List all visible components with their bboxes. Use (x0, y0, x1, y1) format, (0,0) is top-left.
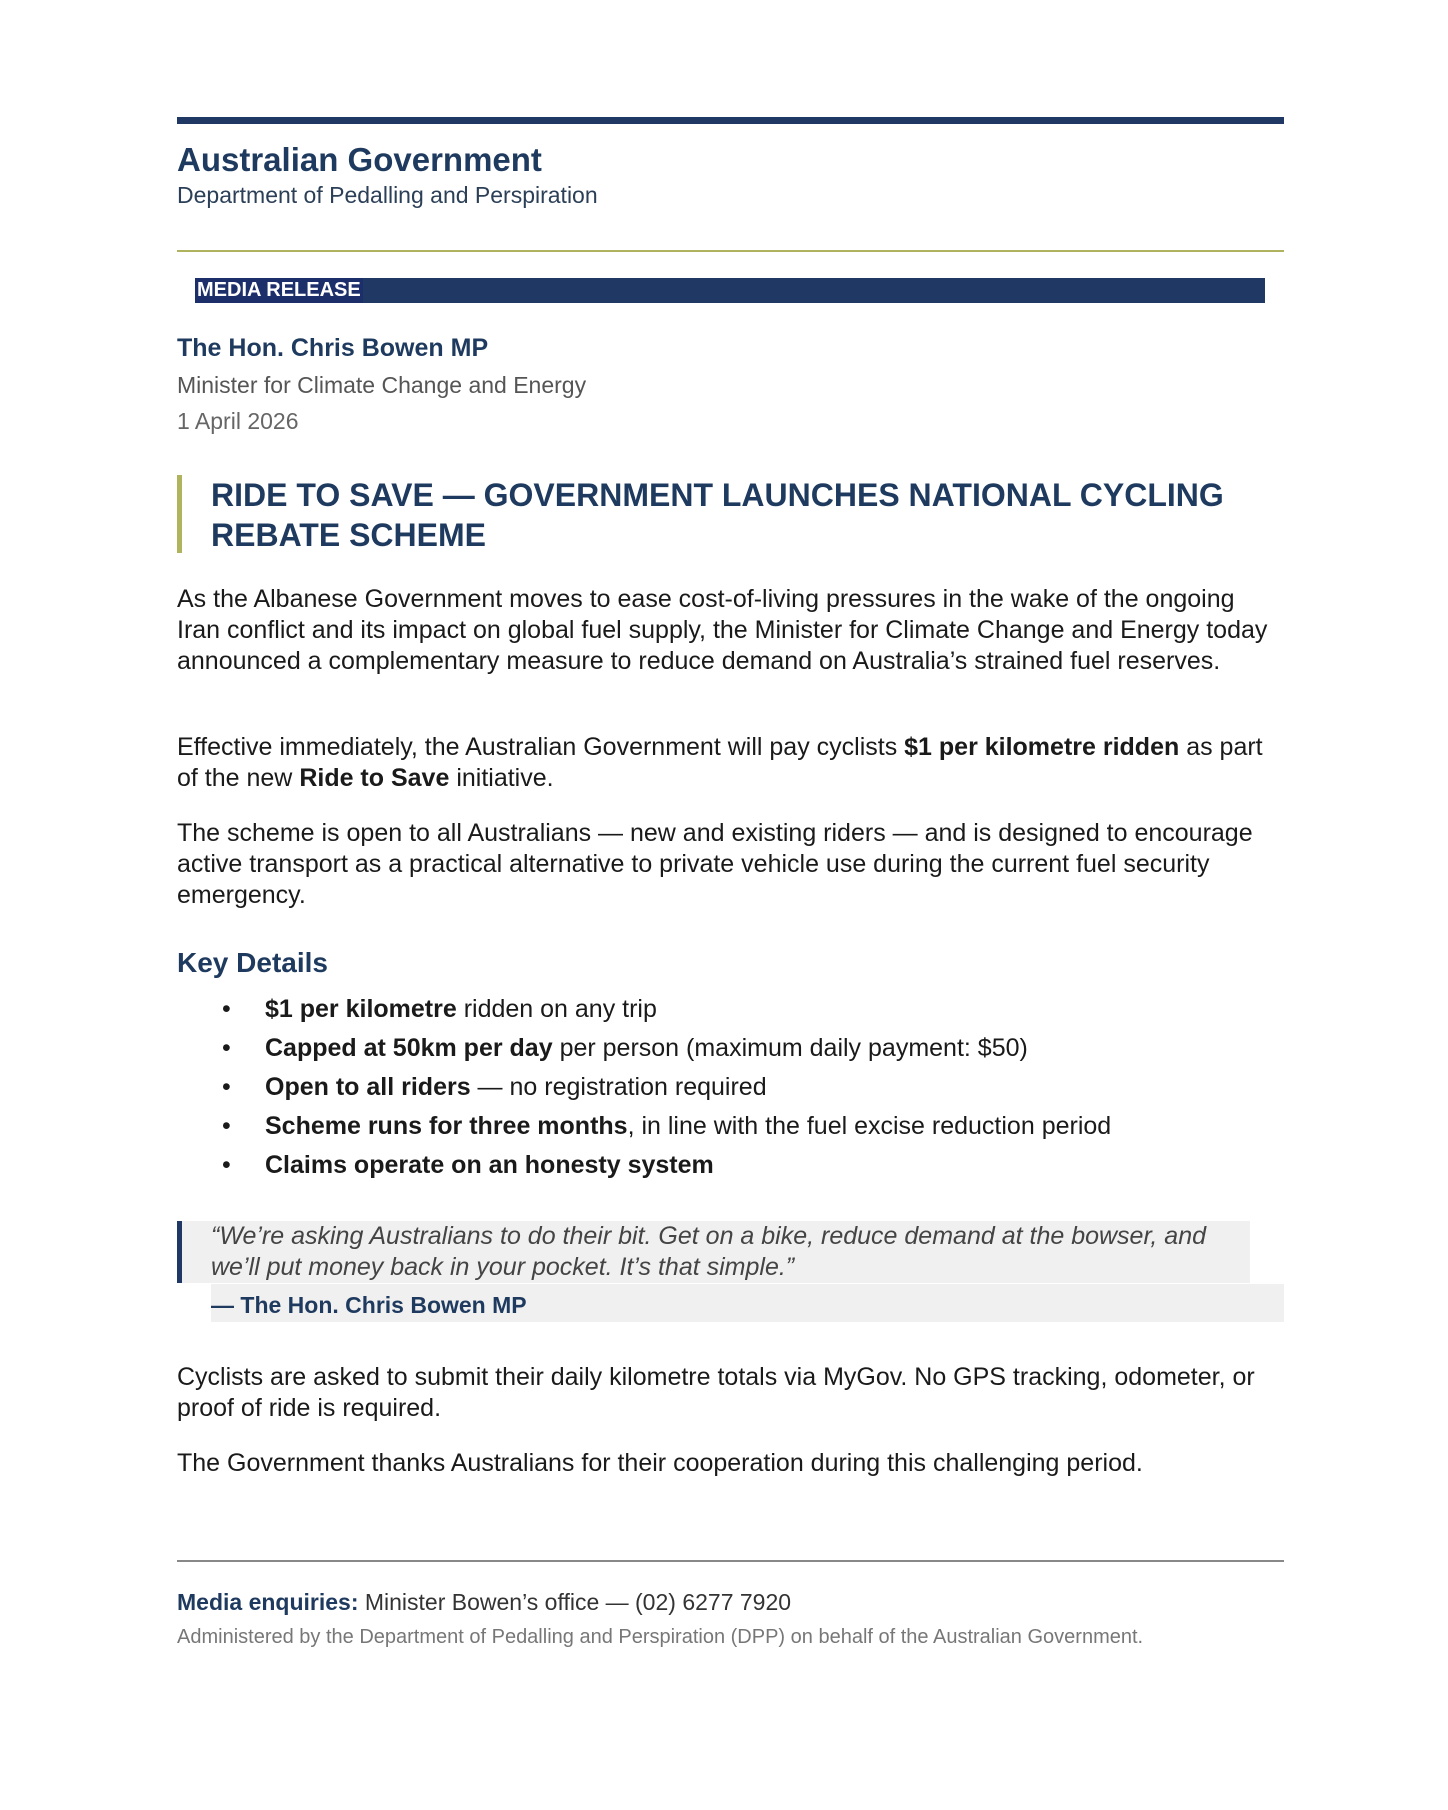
text-span: initiative. (449, 764, 554, 792)
headline-accent-bar (177, 475, 182, 553)
list-item-rest: — no registration required (470, 1073, 767, 1101)
body-paragraph-4: Cyclists are asked to submit their daily kilometre totals via MyGov. No GPS tracking, odometer, or proof of ride is required. (177, 1363, 1255, 1422)
minister-name: The Hon. Chris Bowen MP (177, 334, 489, 362)
bullet-icon: • (222, 1151, 231, 1179)
list-item-bold: Scheme runs for three months (265, 1112, 628, 1140)
body-paragraph-1: As the Albanese Government moves to ease cost-of-living pressures in the wake of the ongoing Iran conflict and its impact on global fuel supply, the Minister for Climate Change and Energy today announced a complementary measure to reduce demand on Australia’s strained fuel reserves. (177, 585, 1268, 675)
quote-accent-bar (177, 1221, 182, 1283)
minister-quote: “We’re asking Australians to do their bit. Get on a bike, reduce demand at the bowser, and we’ll put money back in your pocket. It’s that simple.” (211, 1222, 1207, 1281)
bullet-icon: • (222, 1073, 231, 1101)
header-divider (177, 250, 1284, 252)
list-item-text (265, 1110, 1111, 1142)
list-item-bold: Claims operate on an honesty system (265, 1151, 714, 1179)
top-rule (177, 117, 1284, 124)
department-name: Department of Pedalling and Perspiration (177, 182, 598, 208)
list-item-rest: , in line with the fuel excise reduction period (627, 1112, 1112, 1140)
bullet-icon: • (222, 1034, 231, 1062)
minister-title: Minister for Climate Change and Energy (177, 372, 587, 398)
org-name: Australian Government (177, 141, 542, 178)
enquiries-contact: Minister Bowen’s office — (02) 6277 7920 (358, 1589, 792, 1615)
admin-note: Administered by the Department of Pedalling and Perspiration (DPP) on behalf of the Australian Government. (177, 1626, 1144, 1648)
body-paragraph-5: The Government thanks Australians for their cooperation during this challenging period. (177, 1449, 1143, 1477)
enquiries-label: Media enquiries: (177, 1589, 359, 1615)
list-item-rest: per person (maximum daily payment: $50) (552, 1034, 1028, 1062)
list-item-bold: $1 per kilometre (265, 995, 457, 1023)
key-details-heading: Key Details (177, 947, 328, 978)
release-date: 1 April 2026 (177, 408, 299, 434)
headline: RIDE TO SAVE — GOVERNMENT LAUNCHES NATIONAL CYCLING REBATE SCHEME (211, 477, 1224, 553)
bold-rate: $1 per kilometre ridden (904, 733, 1180, 761)
bullet-icon: • (222, 1112, 231, 1140)
list-item-text (265, 1032, 1028, 1064)
list-item-bold: Open to all riders (265, 1073, 471, 1101)
media-enquiries (177, 1589, 791, 1616)
bold-initiative: Ride to Save (299, 764, 450, 792)
body-paragraph-2 (177, 732, 1284, 794)
footer-divider (177, 1560, 1284, 1562)
list-item-text (265, 993, 657, 1025)
media-release-banner (195, 278, 1265, 303)
media-release-label: MEDIA RELEASE (197, 279, 361, 301)
body-paragraph-3: The scheme is open to all Australians — new and existing riders — and is designed to encourage active transport as a practical alternative to private vehicle use during the current fuel security emergency. (177, 819, 1253, 909)
quote-attribution: — The Hon. Chris Bowen MP (211, 1292, 527, 1318)
list-item-rest: ridden on any trip (456, 995, 657, 1023)
text-span: as part of the new (177, 733, 1263, 792)
text-span: Effective immediately, the Australian Government will pay cyclists (177, 733, 905, 761)
bullet-icon: • (222, 995, 231, 1023)
list-item-bold: Capped at 50km per day (265, 1034, 553, 1062)
list-item-text (265, 1071, 767, 1103)
list-item-text (265, 1149, 714, 1181)
